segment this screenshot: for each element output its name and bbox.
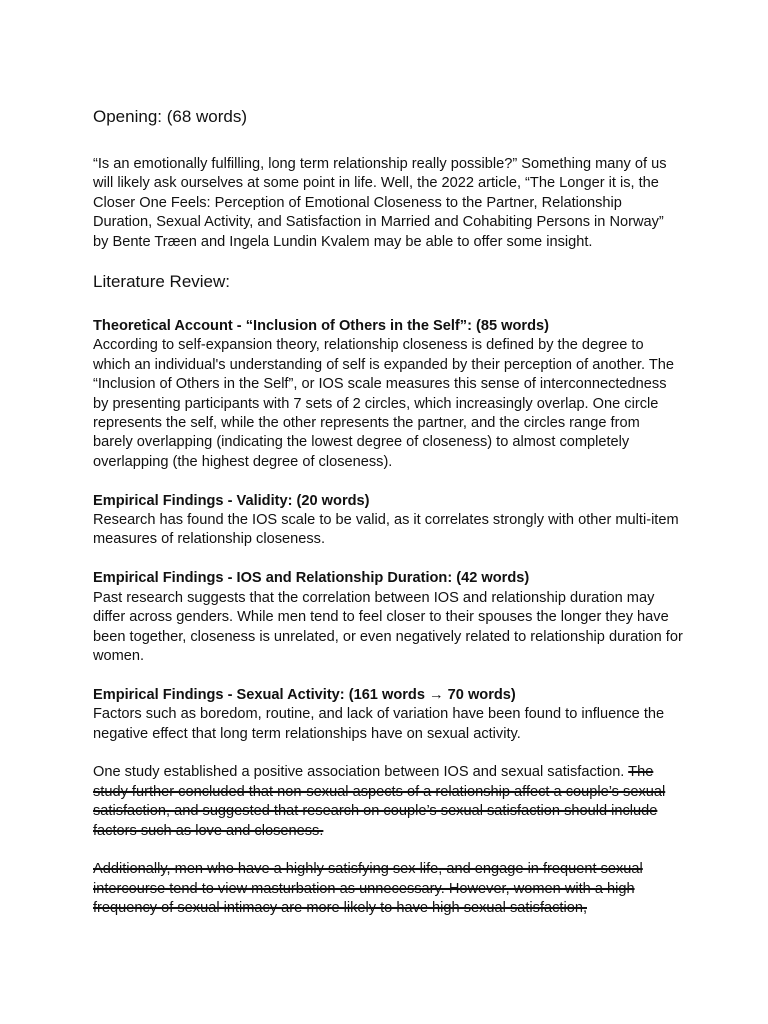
validity-paragraph: Research has found the IOS scale to be valid, as it correlates strongly with other multi-item measures of relationship closeness.: [93, 512, 679, 548]
validity-title: Empirical Findings - Validity: (20 words): [93, 492, 370, 509]
opening-paragraph: “Is an emotionally fulfilling, long term relationship really possible?” Something many of us will likely ask ourselves at some point in life. Well, the 2022 article, “The Longer it is, the Closer One Feels: Perception of Emotional Closeness to the Partner, Relationship Duration, Sexual Activity, and Satisfaction in Married and Cohabiting Persons in Norway” by Bente Træen and Ingela Lundin Kvalem may be able to offer some insight.: [93, 156, 667, 250]
sexual-activity-title: Empirical Findings - Sexual Activity: (161 words → 70 words): [93, 686, 516, 703]
relationship-duration-paragraph: Past research suggests that the correlation between IOS and relationship duration may differ across genders. While men tend to feel closer to their spouses the longer they have been together, closeness is unrelated, or even negatively related to relationship duration for women.: [93, 589, 683, 664]
spacer: [93, 129, 683, 155]
opening-heading: Opening: (68 words): [93, 107, 248, 126]
sexual-activity-paragraph: Factors such as boredom, routine, and lack of variation have been found to influence the negative effect that long term relationships have on sexual activity.: [93, 706, 665, 742]
spacer: [93, 252, 683, 270]
theoretical-account-title: Theoretical Account - “Inclusion of Others in the Self”: (85 words): [93, 318, 549, 335]
spacer: [93, 744, 683, 763]
document-page: [93, 105, 683, 919]
sexual-satisfaction-kept-text: One study established a positive association between IOS and sexual satisfaction.: [93, 764, 625, 781]
masturbation-struck-paragraph: Additionally, men who have a highly satisfying sex life, and engage in frequent sexual intercourse tend to view masturbation as unnecessary. However, women with a high frequency of sexual intimacy are more likely to have high sexual satisfaction,: [93, 861, 643, 917]
spacer: [93, 550, 683, 569]
sexual-satisfaction-paragraph: [93, 763, 683, 841]
theoretical-account-paragraph: According to self-expansion theory, relationship closeness is defined by the degree to which an individual's understanding of self is expanded by their perception of another. The “Inclusion of Others in the Self”, or IOS scale measures this sense of interconnectedness by presenting participants with 7 sets of 2 circles, which increasingly overlap. One circle represents the self, while the other represents the partner, and the circles range from barely overlapping (indicating the lowest degree of closeness) to almost completely overlapping (the highest degree of closeness).: [93, 337, 674, 470]
spacer: [93, 841, 683, 860]
relationship-duration-title: Empirical Findings - IOS and Relationship Duration: (42 words): [93, 570, 530, 587]
spacer: [93, 294, 683, 317]
literature-review-heading: Literature Review:: [93, 272, 231, 292]
spacer: [93, 472, 683, 491]
spacer: [93, 666, 683, 685]
struck-through-text: The study further concluded that non-sexual aspects of a relationship affect a couple’s sexual satisfaction, and suggested that research on couple’s sexual satisfaction should include factors such as love and closeness.: [93, 764, 666, 839]
